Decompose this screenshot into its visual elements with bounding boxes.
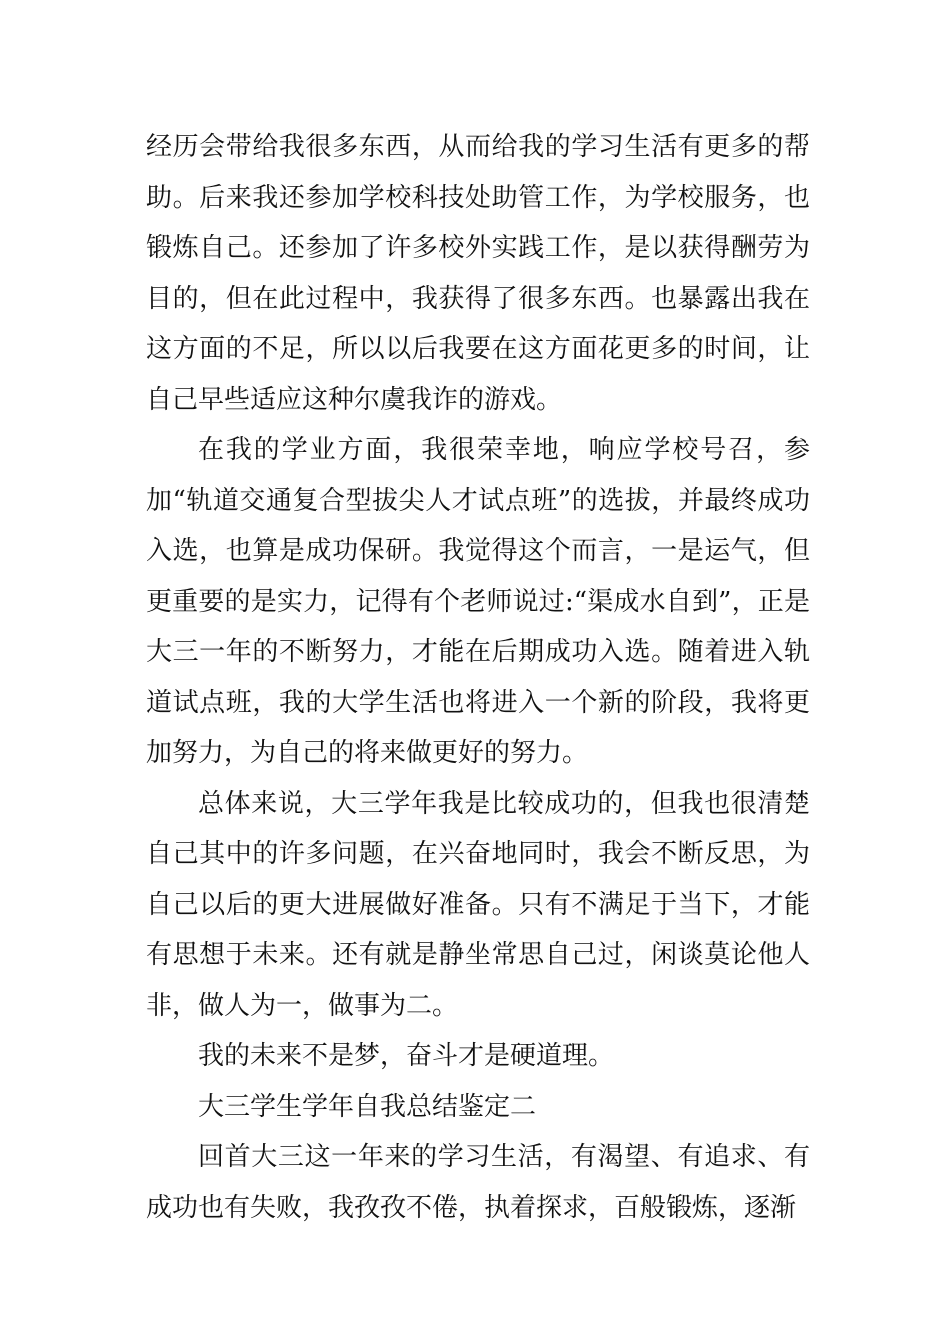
section-heading: 大三学生学年自我总结鉴定二 (198, 1091, 537, 1122)
paragraph-continuation: 经历会带给我很多东西，从而给我的学习生活有更多的帮助。后来我还参加学校科技处助管工作，为学校服务，也锻炼自己。还参加了许多校外实践工作，是以获得酬劳为目的，但在此过程中，我获得了很多东西。也暴露出我在这方面的不足，所以以后我要在这方面花更多的时间，让自己早些适应这种尔虞我诈的游戏。 (146, 132, 810, 415)
paragraph-review: 回首大三这一年来的学习生活，有渴望、有追求、有成功也有失败，我孜孜不倦，执着探求，百般锻炼，逐渐 (146, 1142, 810, 1223)
paragraph-motto: 我的未来不是梦，奋斗才是硬道理。 (198, 1041, 615, 1071)
paragraph-summary: 总体来说，大三学年我是比较成功的，但我也很清楚自己其中的许多问题，在兴奋地同时，我会不断反思，为自己以后的更大进展做好准备。只有不满足于当下，才能有思想于未来。还有就是静坐常思自己过，闲谈莫论他人非，做人为一，做事为二。 (146, 788, 810, 1021)
paragraph-academics: 在我的学业方面，我很荣幸地，响应学校号召，参加“轨道交通复合型拔尖人才试点班”的选拔，并最终成功入选，也算是成功保研。我觉得这个而言，一是运气，但更重要的是实力，记得有个老师说过:“渠成水自到”，正是大三一年的不断努力，才能在后期成功入选。随着进入轨道试点班，我的大学生活也将进入一个新的阶段，我将更加努力，为自己的将来做更好的努力。 (146, 435, 810, 768)
document-body (146, 122, 810, 1233)
